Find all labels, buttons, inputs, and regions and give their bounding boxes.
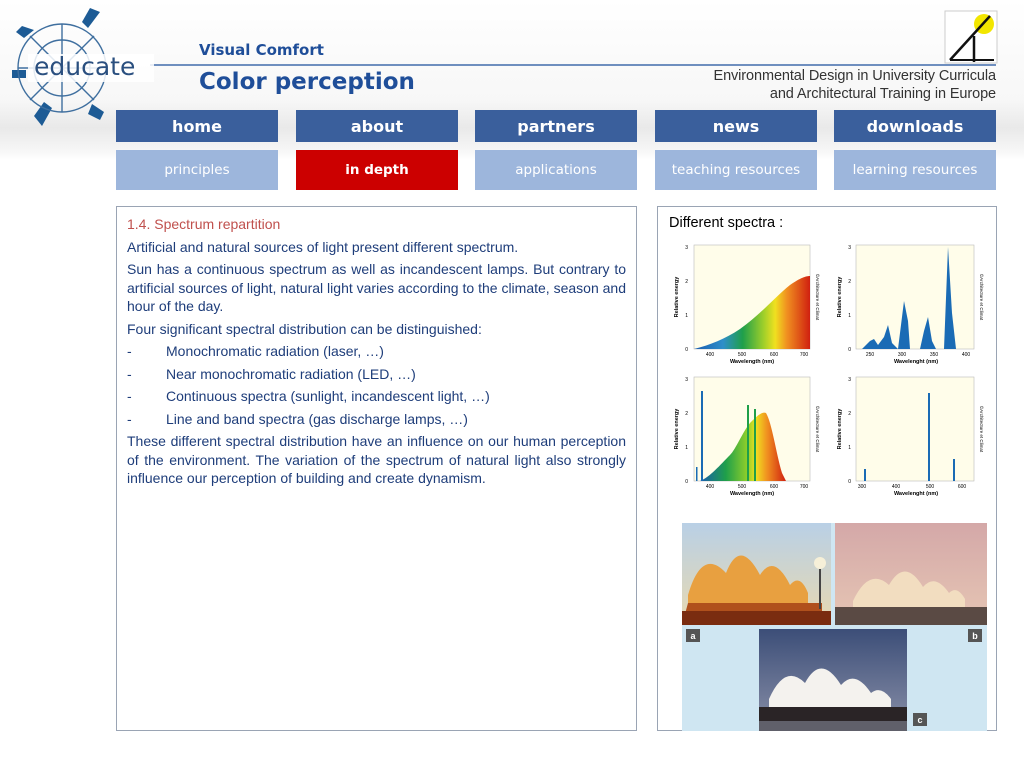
y-tick: 3 — [848, 377, 851, 383]
x-tick: 250 — [865, 352, 875, 358]
subnav-principles[interactable]: principles — [116, 150, 278, 190]
spectrum-chart-mixed — [670, 373, 820, 498]
x-axis-label: Wavelength (nm) — [729, 491, 775, 497]
photo-label-a: a — [686, 629, 700, 642]
subnav-applications[interactable]: applications — [475, 150, 637, 190]
y-tick: 1 — [848, 445, 851, 451]
spectrum-chart-lines — [834, 373, 984, 498]
spectrum-chart-continuous — [670, 241, 820, 366]
nav-partners[interactable]: partners — [475, 110, 637, 142]
y-axis-label: Relative energy — [674, 408, 680, 450]
y-axis-label: Relative energy — [837, 276, 843, 318]
x-tick: 400 — [961, 352, 971, 358]
y-tick: 0 — [848, 347, 851, 353]
subnav-learning-resources[interactable]: learning resources — [834, 150, 996, 190]
y-tick: 2 — [848, 279, 851, 285]
y-axis-label: Relative energy — [674, 276, 680, 318]
x-tick: 600 — [769, 352, 779, 358]
x-tick: 300 — [897, 352, 907, 358]
y-tick: 3 — [848, 245, 851, 251]
tagline-line-2: and Architectural Training in Europe — [769, 86, 996, 102]
x-tick: 500 — [737, 484, 747, 490]
x-tick: 350 — [929, 352, 939, 358]
x-tick: 400 — [705, 484, 715, 490]
y-tick: 2 — [685, 279, 688, 285]
program-logo — [944, 10, 998, 64]
bullet-text: Continuous spectra (sunlight, incandescent light, …) — [166, 388, 490, 404]
y-tick: 1 — [685, 445, 688, 451]
section-title: 1.4. Spectrum repartition — [127, 216, 281, 232]
x-tick: 700 — [799, 352, 809, 358]
header-divider — [150, 64, 996, 66]
copyright-note: ©Architecture et Climat — [979, 405, 984, 453]
subnav-in-depth[interactable]: in depth — [296, 150, 458, 190]
nav-about[interactable]: about — [296, 110, 458, 142]
x-tick: 600 — [769, 484, 779, 490]
y-tick: 3 — [685, 245, 688, 251]
bullet-text: Line and band spectra (gas discharge lamps, …) — [166, 410, 468, 427]
x-tick: 400 — [891, 484, 901, 490]
bullet-text: Monochromatic radiation (laser, …) — [166, 343, 384, 359]
paragraph-3: Four significant spectral distribution can be distinguished: — [127, 320, 482, 337]
photo-opera-house-c — [759, 629, 907, 731]
x-axis-label: Wavelenght (nm) — [893, 359, 939, 365]
y-tick: 0 — [685, 347, 688, 353]
photo-label-c: c — [913, 713, 927, 726]
bullet-text: Near monochromatic radiation (LED, …) — [166, 365, 416, 382]
x-tick: 700 — [799, 484, 809, 490]
copyright-note: ©Architecture et Climat — [815, 273, 820, 321]
copyright-note: ©Architecture et Climat — [979, 273, 984, 321]
x-tick: 500 — [925, 484, 935, 490]
paragraph-4: These different spectral distribution have an influence on our human perception of the environment. The variation of the spectrum of natural light also strongly influence our perception of building and create dynamism. — [127, 433, 626, 486]
bullet-dash: - — [127, 343, 132, 359]
paragraph-2: Sun has a continuous spectrum as well as incandescent lamps. But contrary to artificial sources of light, natural light varies according to the climate, season and hour of the day. — [127, 261, 626, 314]
nav-downloads[interactable]: downloads — [834, 110, 996, 142]
list-item — [127, 387, 626, 406]
bullet-dash: - — [127, 365, 132, 382]
x-axis-label: Wavelength (nm) — [729, 359, 775, 365]
figure-caption: Different spectra : — [669, 215, 784, 231]
y-tick: 2 — [848, 411, 851, 417]
y-tick: 0 — [685, 479, 688, 485]
list-item — [127, 365, 626, 384]
subnav-teaching-resources[interactable]: teaching resources — [655, 150, 817, 190]
x-tick: 500 — [737, 352, 747, 358]
y-tick: 3 — [685, 377, 688, 383]
bullet-dash: - — [127, 410, 132, 427]
y-tick: 1 — [848, 313, 851, 319]
spectrum-chart-bands — [834, 241, 984, 366]
y-tick: 2 — [685, 411, 688, 417]
project-tagline — [714, 67, 997, 103]
y-tick: 1 — [685, 313, 688, 319]
copyright-note: ©Architecture et Climat — [815, 405, 820, 453]
page-title: Color perception — [199, 69, 415, 95]
nav-home[interactable]: home — [116, 110, 278, 142]
x-tick: 300 — [857, 484, 867, 490]
nav-news[interactable]: news — [655, 110, 817, 142]
paragraph-1: Artificial and natural sources of light present different spectrum. — [127, 238, 519, 255]
photo-label-b: b — [968, 629, 982, 642]
page-subtitle: Visual Comfort — [199, 41, 324, 59]
tagline-line-1: Environmental Design in University Curricula — [713, 68, 996, 84]
bullet-dash: - — [127, 388, 132, 404]
photo-opera-house-b — [835, 523, 987, 625]
y-axis-label: Relative energy — [837, 408, 843, 450]
x-tick: 600 — [957, 484, 967, 490]
content-panel — [116, 206, 637, 731]
x-tick: 400 — [705, 352, 715, 358]
figure-panel — [657, 206, 997, 731]
photo-collage — [682, 523, 987, 731]
y-tick: 0 — [848, 479, 851, 485]
photo-opera-house-a — [682, 523, 831, 625]
x-axis-label: Wavelenght (nm) — [893, 491, 939, 497]
logo-text: educate — [34, 52, 136, 81]
list-item — [127, 410, 626, 429]
list-item — [127, 342, 626, 361]
